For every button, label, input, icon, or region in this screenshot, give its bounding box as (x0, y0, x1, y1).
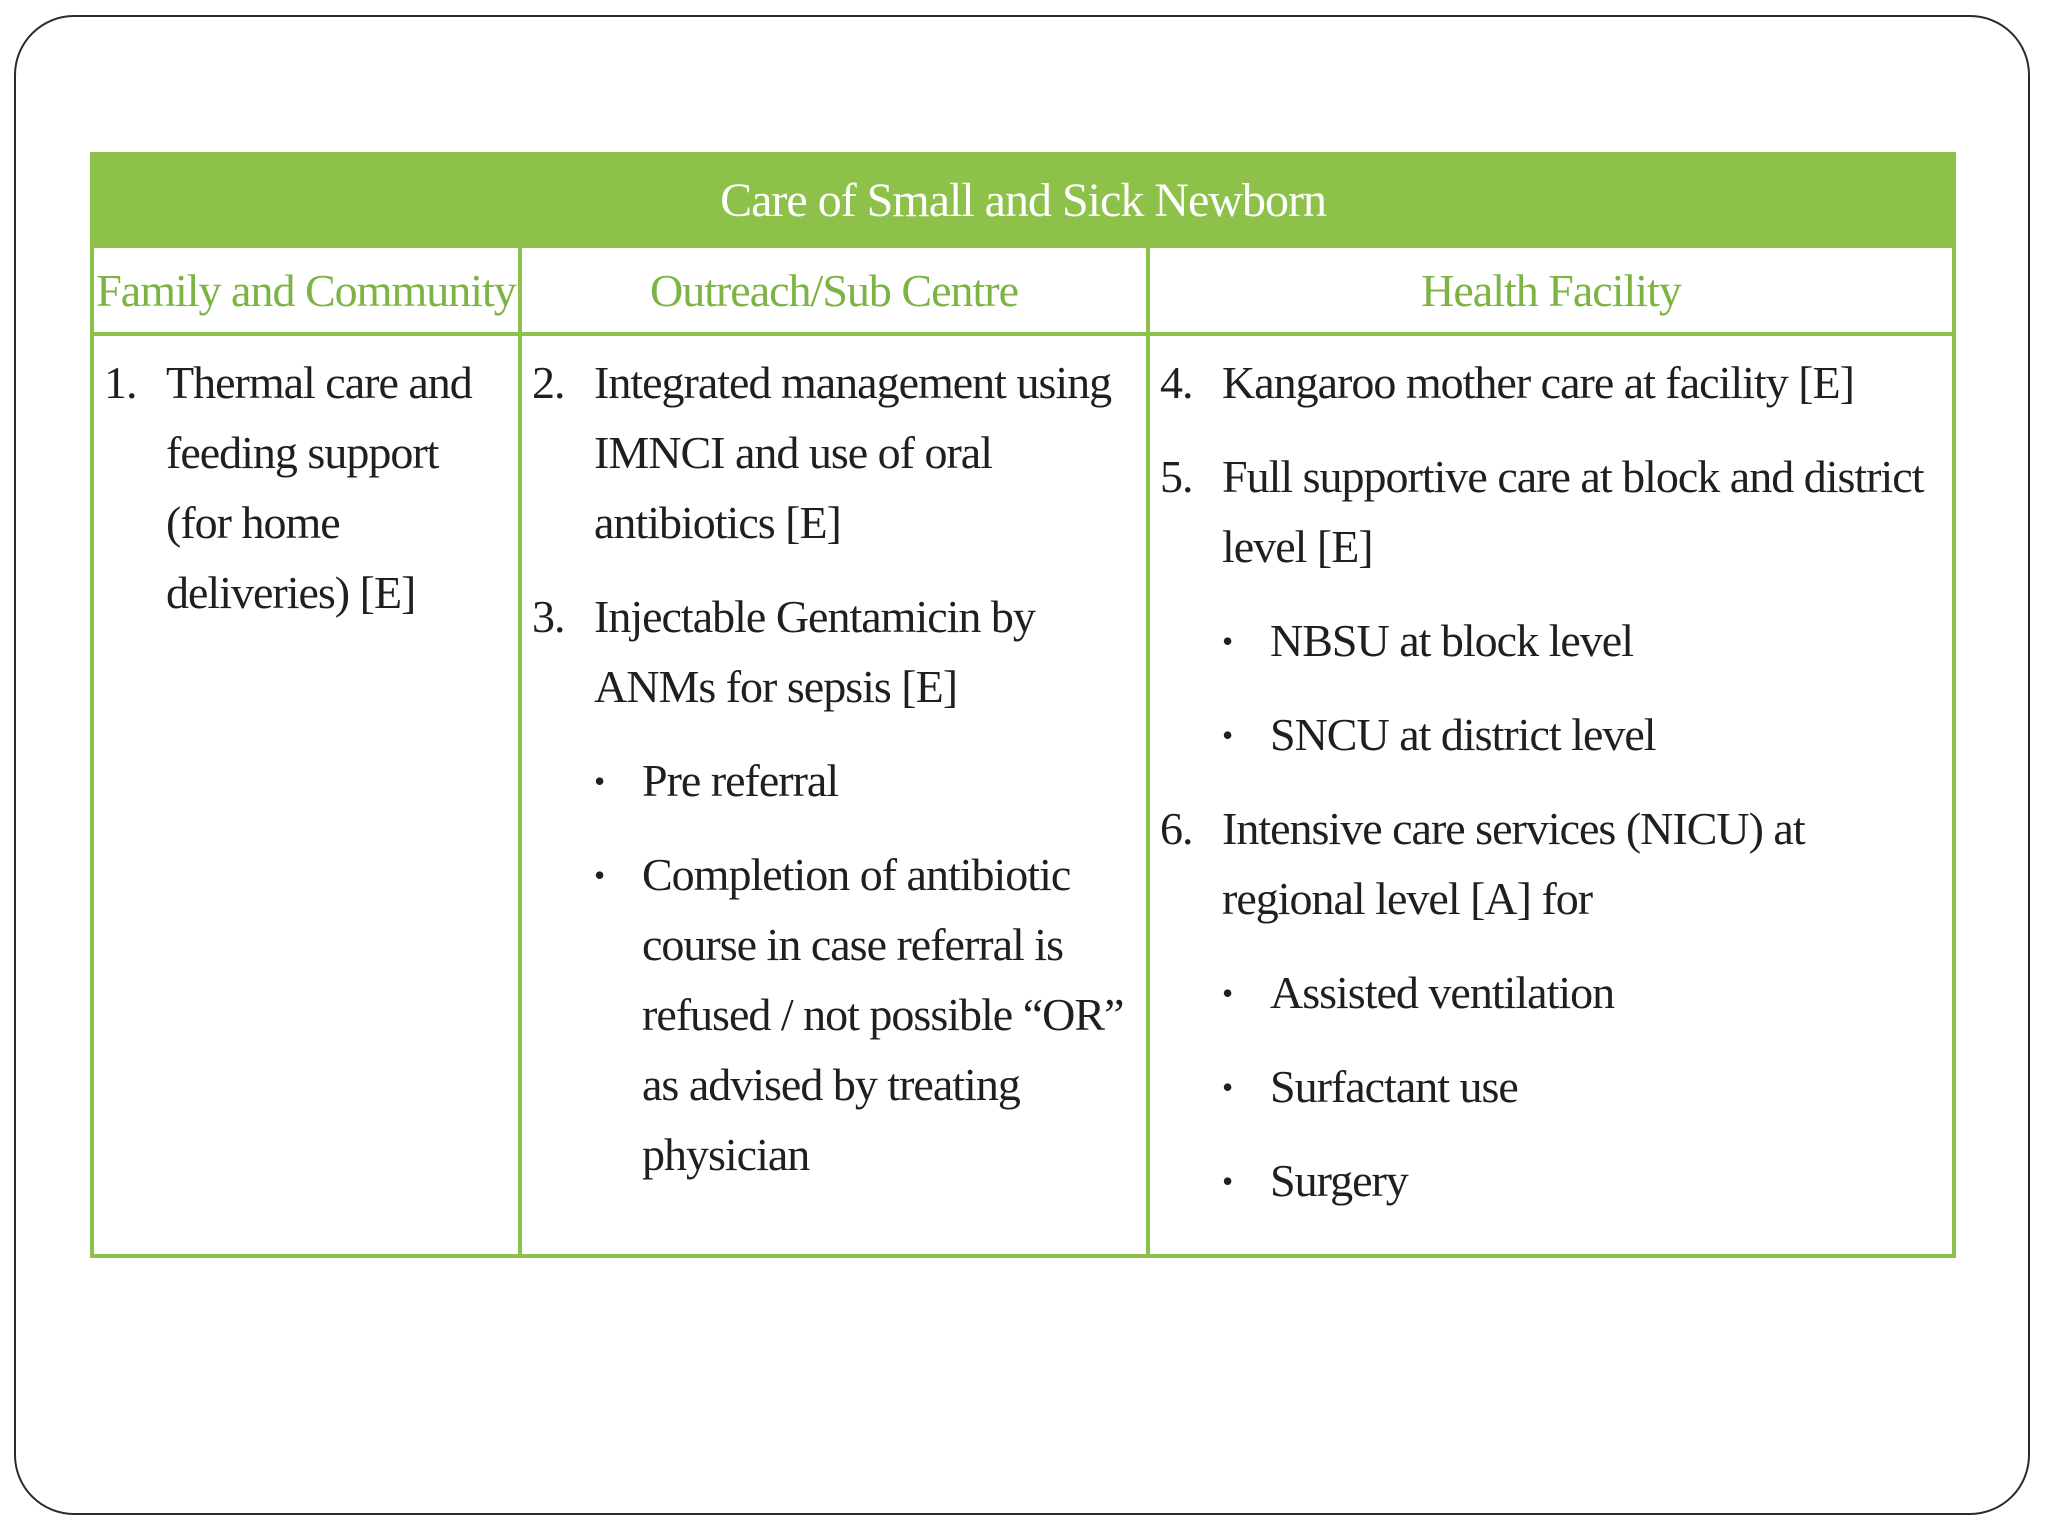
sub-item-text: Assisted ventilation (1270, 967, 1615, 1018)
sub-item-text: SNCU at district level (1270, 709, 1656, 760)
column-header-facility: Health Facility (1148, 246, 1954, 334)
sub-list-item (1150, 700, 1952, 770)
column-family-cell (92, 334, 520, 1256)
item-text: Kangaroo mother care at facility [E] (1222, 357, 1854, 408)
table-title-row (92, 154, 1954, 246)
item-number: 1. (104, 357, 137, 408)
bullet-icon: • (1222, 623, 1233, 659)
item-number: 4. (1160, 357, 1193, 408)
bullet-icon: • (594, 763, 605, 799)
bullet-icon: • (1222, 1163, 1233, 1199)
sub-list-item (522, 840, 1146, 1190)
sub-item-text: Surfactant use (1270, 1061, 1518, 1112)
sub-list-item (522, 746, 1146, 816)
item-text: Thermal care and feeding support (for home deliveries) [E] (166, 357, 472, 618)
item-number: 6. (1160, 803, 1193, 854)
table-title: Care of Small and Sick Newborn (92, 154, 1954, 246)
sub-list-item (1150, 1052, 1952, 1122)
list-item (94, 348, 518, 628)
sub-item-text: Pre referral (642, 755, 839, 806)
sub-list-item (1150, 958, 1952, 1028)
bullet-icon: • (1222, 975, 1233, 1011)
list-item (522, 582, 1146, 722)
column-facility-cell (1148, 334, 1954, 1256)
list-item (1150, 348, 1952, 418)
column-outreach-cell (520, 334, 1148, 1256)
care-table (90, 152, 1956, 1258)
bullet-icon: • (1222, 1069, 1233, 1105)
sub-item-text: Completion of antibiotic course in case referral is refused / not possible “OR” as advised by treating physician (642, 849, 1124, 1180)
sub-item-text: NBSU at block level (1270, 615, 1633, 666)
list-item (1150, 794, 1952, 934)
list-item (522, 348, 1146, 558)
table-header-row (92, 246, 1954, 334)
column-header-outreach: Outreach/Sub Centre (520, 246, 1148, 334)
table-body-row (92, 334, 1954, 1256)
bullet-icon: • (594, 857, 605, 893)
item-text: Intensive care services (NICU) at regional level [A] for (1222, 803, 1805, 924)
sub-list-item (1150, 1146, 1952, 1216)
item-text: Full supportive care at block and district level [E] (1222, 451, 1924, 572)
bullet-icon: • (1222, 717, 1233, 753)
item-text: Injectable Gentamicin by ANMs for sepsis [E] (594, 591, 1035, 712)
sub-item-text: Surgery (1270, 1155, 1408, 1206)
item-text: Integrated management using IMNCI and use of oral antibiotics [E] (594, 357, 1112, 548)
item-number: 2. (532, 357, 565, 408)
item-number: 3. (532, 591, 565, 642)
item-number: 5. (1160, 451, 1193, 502)
sub-list-item (1150, 606, 1952, 676)
list-item (1150, 442, 1952, 582)
column-header-family: Family and Community (92, 246, 520, 334)
